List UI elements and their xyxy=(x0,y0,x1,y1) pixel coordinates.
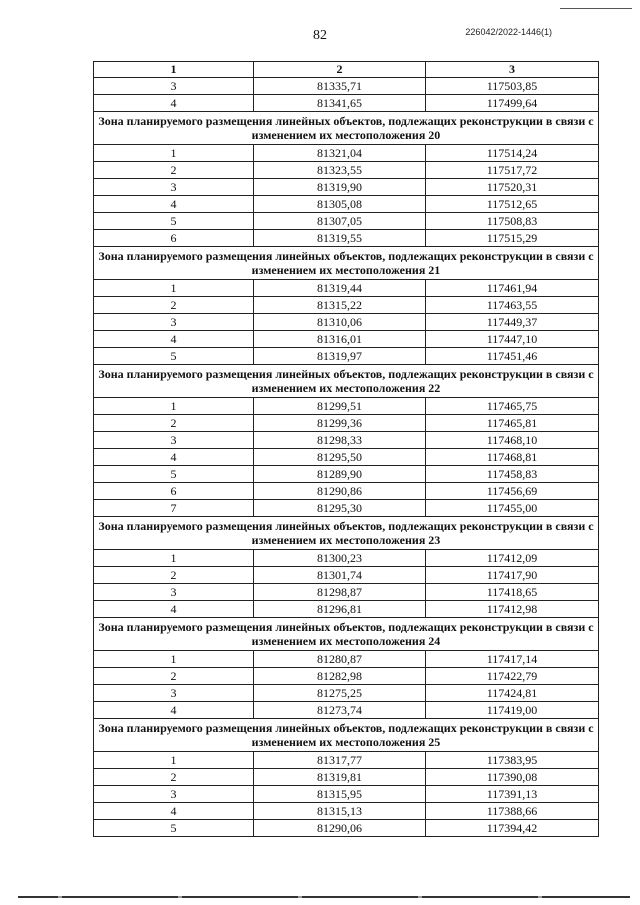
y-coordinate-cell: 117515,29 xyxy=(426,230,599,247)
y-coordinate-cell: 117465,81 xyxy=(426,415,599,432)
zone-title: Зона планируемого размещения линейных объектов, подлежащих реконструкции в связи с изменением их местоположения 21 xyxy=(94,247,599,280)
y-coordinate-cell: 117458,83 xyxy=(426,466,599,483)
table-row xyxy=(94,213,599,230)
y-coordinate-cell: 117412,09 xyxy=(426,550,599,567)
y-coordinate-cell: 117461,94 xyxy=(426,280,599,297)
y-coordinate-cell: 117417,14 xyxy=(426,651,599,668)
table-row xyxy=(94,803,599,820)
zone-title: Зона планируемого размещения линейных объектов, подлежащих реконструкции в связи с изменением их местоположения 23 xyxy=(94,517,599,550)
point-number-cell: 3 xyxy=(94,179,254,196)
point-number-cell: 1 xyxy=(94,145,254,162)
point-number-cell: 4 xyxy=(94,331,254,348)
page-number: 82 xyxy=(313,28,327,43)
point-number-cell: 3 xyxy=(94,584,254,601)
point-number-cell: 4 xyxy=(94,803,254,820)
y-coordinate-cell: 117388,66 xyxy=(426,803,599,820)
y-coordinate-cell: 117503,85 xyxy=(426,78,599,95)
point-number-cell: 1 xyxy=(94,651,254,668)
x-coordinate-cell: 81317,77 xyxy=(254,752,426,769)
y-coordinate-cell: 117394,42 xyxy=(426,820,599,837)
y-coordinate-cell: 117465,75 xyxy=(426,398,599,415)
point-number-cell: 7 xyxy=(94,500,254,517)
point-number-cell: 3 xyxy=(94,786,254,803)
point-number-cell: 5 xyxy=(94,348,254,365)
table-row xyxy=(94,331,599,348)
table-row xyxy=(94,601,599,618)
table-row xyxy=(94,584,599,601)
table-row xyxy=(94,668,599,685)
y-coordinate-cell: 117417,90 xyxy=(426,567,599,584)
point-number-cell: 5 xyxy=(94,213,254,230)
zone-header-row xyxy=(94,247,599,280)
point-number-cell: 1 xyxy=(94,280,254,297)
table-row xyxy=(94,752,599,769)
zone-title: Зона планируемого размещения линейных объектов, подлежащих реконструкции в связи с изменением их местоположения 22 xyxy=(94,365,599,398)
x-coordinate-cell: 81295,30 xyxy=(254,500,426,517)
y-coordinate-cell: 117422,79 xyxy=(426,668,599,685)
document-id: 226042/2022-1446(1) xyxy=(465,27,552,37)
point-number-cell: 1 xyxy=(94,398,254,415)
y-coordinate-cell: 117520,31 xyxy=(426,179,599,196)
y-coordinate-cell: 117463,55 xyxy=(426,297,599,314)
x-coordinate-cell: 81323,55 xyxy=(254,162,426,179)
point-number-cell: 2 xyxy=(94,769,254,786)
point-number-cell: 1 xyxy=(94,550,254,567)
zone-title: Зона планируемого размещения линейных объектов, подлежащих реконструкции в связи с изменением их местоположения 20 xyxy=(94,112,599,145)
column-header-number: 1 xyxy=(94,62,254,78)
x-coordinate-cell: 81289,90 xyxy=(254,466,426,483)
point-number-cell: 4 xyxy=(94,95,254,112)
x-coordinate-cell: 81290,06 xyxy=(254,820,426,837)
zone-header-row xyxy=(94,365,599,398)
point-number-cell: 2 xyxy=(94,297,254,314)
table-row xyxy=(94,432,599,449)
table-row xyxy=(94,314,599,331)
x-coordinate-cell: 81321,04 xyxy=(254,145,426,162)
point-number-cell: 3 xyxy=(94,78,254,95)
x-coordinate-cell: 81298,33 xyxy=(254,432,426,449)
table-row xyxy=(94,196,599,213)
table-row xyxy=(94,483,599,500)
x-coordinate-cell: 81295,50 xyxy=(254,449,426,466)
y-coordinate-cell: 117456,69 xyxy=(426,483,599,500)
table-row xyxy=(94,500,599,517)
table-row xyxy=(94,230,599,247)
x-coordinate-cell: 81280,87 xyxy=(254,651,426,668)
y-coordinate-cell: 117512,65 xyxy=(426,196,599,213)
point-number-cell: 4 xyxy=(94,196,254,213)
table-row xyxy=(94,685,599,702)
x-coordinate-cell: 81319,90 xyxy=(254,179,426,196)
point-number-cell: 2 xyxy=(94,567,254,584)
x-coordinate-cell: 81319,55 xyxy=(254,230,426,247)
table-row xyxy=(94,145,599,162)
y-coordinate-cell: 117447,10 xyxy=(426,331,599,348)
zone-header-row xyxy=(94,517,599,550)
x-coordinate-cell: 81307,05 xyxy=(254,213,426,230)
x-coordinate-cell: 81335,71 xyxy=(254,78,426,95)
table-row xyxy=(94,179,599,196)
table-row xyxy=(94,820,599,837)
x-coordinate-cell: 81315,22 xyxy=(254,297,426,314)
table-row xyxy=(94,702,599,719)
table-row xyxy=(94,550,599,567)
y-coordinate-cell: 117390,08 xyxy=(426,769,599,786)
x-coordinate-cell: 81296,81 xyxy=(254,601,426,618)
point-number-cell: 4 xyxy=(94,702,254,719)
y-coordinate-cell: 117517,72 xyxy=(426,162,599,179)
x-coordinate-cell: 81273,74 xyxy=(254,702,426,719)
table-row xyxy=(94,415,599,432)
x-coordinate-cell: 81310,06 xyxy=(254,314,426,331)
table-row xyxy=(94,769,599,786)
x-coordinate-cell: 81319,97 xyxy=(254,348,426,365)
x-coordinate-cell: 81300,23 xyxy=(254,550,426,567)
zone-title: Зона планируемого размещения линейных объектов, подлежащих реконструкции в связи с изменением их местоположения 24 xyxy=(94,618,599,651)
coordinates-table xyxy=(93,61,599,837)
table-row xyxy=(94,449,599,466)
column-header-y: 3 xyxy=(426,62,599,78)
point-number-cell: 5 xyxy=(94,820,254,837)
y-coordinate-cell: 117499,64 xyxy=(426,95,599,112)
table-row xyxy=(94,95,599,112)
bottom-scan-line xyxy=(18,896,630,898)
table-header-row xyxy=(94,62,599,78)
y-coordinate-cell: 117419,00 xyxy=(426,702,599,719)
x-coordinate-cell: 81299,51 xyxy=(254,398,426,415)
table-row xyxy=(94,297,599,314)
zone-header-row xyxy=(94,719,599,752)
x-coordinate-cell: 81282,98 xyxy=(254,668,426,685)
table-row xyxy=(94,567,599,584)
x-coordinate-cell: 81341,65 xyxy=(254,95,426,112)
point-number-cell: 6 xyxy=(94,230,254,247)
point-number-cell: 2 xyxy=(94,162,254,179)
point-number-cell: 3 xyxy=(94,314,254,331)
y-coordinate-cell: 117508,83 xyxy=(426,213,599,230)
y-coordinate-cell: 117412,98 xyxy=(426,601,599,618)
y-coordinate-cell: 117424,81 xyxy=(426,685,599,702)
point-number-cell: 2 xyxy=(94,668,254,685)
table-row xyxy=(94,466,599,483)
x-coordinate-cell: 81299,36 xyxy=(254,415,426,432)
column-header-x: 2 xyxy=(254,62,426,78)
point-number-cell: 4 xyxy=(94,601,254,618)
table-row xyxy=(94,651,599,668)
y-coordinate-cell: 117451,46 xyxy=(426,348,599,365)
point-number-cell: 3 xyxy=(94,685,254,702)
y-coordinate-cell: 117418,65 xyxy=(426,584,599,601)
y-coordinate-cell: 117449,37 xyxy=(426,314,599,331)
x-coordinate-cell: 81316,01 xyxy=(254,331,426,348)
point-number-cell: 4 xyxy=(94,449,254,466)
point-number-cell: 6 xyxy=(94,483,254,500)
x-coordinate-cell: 81319,81 xyxy=(254,769,426,786)
table-row xyxy=(94,348,599,365)
point-number-cell: 2 xyxy=(94,415,254,432)
table-row xyxy=(94,786,599,803)
x-coordinate-cell: 81298,87 xyxy=(254,584,426,601)
table-row xyxy=(94,162,599,179)
y-coordinate-cell: 117468,10 xyxy=(426,432,599,449)
x-coordinate-cell: 81290,86 xyxy=(254,483,426,500)
table-row xyxy=(94,398,599,415)
x-coordinate-cell: 81305,08 xyxy=(254,196,426,213)
table-row xyxy=(94,280,599,297)
y-coordinate-cell: 117455,00 xyxy=(426,500,599,517)
y-coordinate-cell: 117468,81 xyxy=(426,449,599,466)
y-coordinate-cell: 117383,95 xyxy=(426,752,599,769)
table-body xyxy=(94,78,599,837)
zone-title: Зона планируемого размещения линейных объектов, подлежащих реконструкции в связи с изменением их местоположения 25 xyxy=(94,719,599,752)
x-coordinate-cell: 81315,13 xyxy=(254,803,426,820)
y-coordinate-cell: 117514,24 xyxy=(426,145,599,162)
zone-header-row xyxy=(94,618,599,651)
x-coordinate-cell: 81319,44 xyxy=(254,280,426,297)
zone-header-row xyxy=(94,112,599,145)
x-coordinate-cell: 81315,95 xyxy=(254,786,426,803)
y-coordinate-cell: 117391,13 xyxy=(426,786,599,803)
point-number-cell: 5 xyxy=(94,466,254,483)
point-number-cell: 3 xyxy=(94,432,254,449)
x-coordinate-cell: 81275,25 xyxy=(254,685,426,702)
x-coordinate-cell: 81301,74 xyxy=(254,567,426,584)
top-scan-line xyxy=(560,8,632,9)
table-row xyxy=(94,78,599,95)
point-number-cell: 1 xyxy=(94,752,254,769)
